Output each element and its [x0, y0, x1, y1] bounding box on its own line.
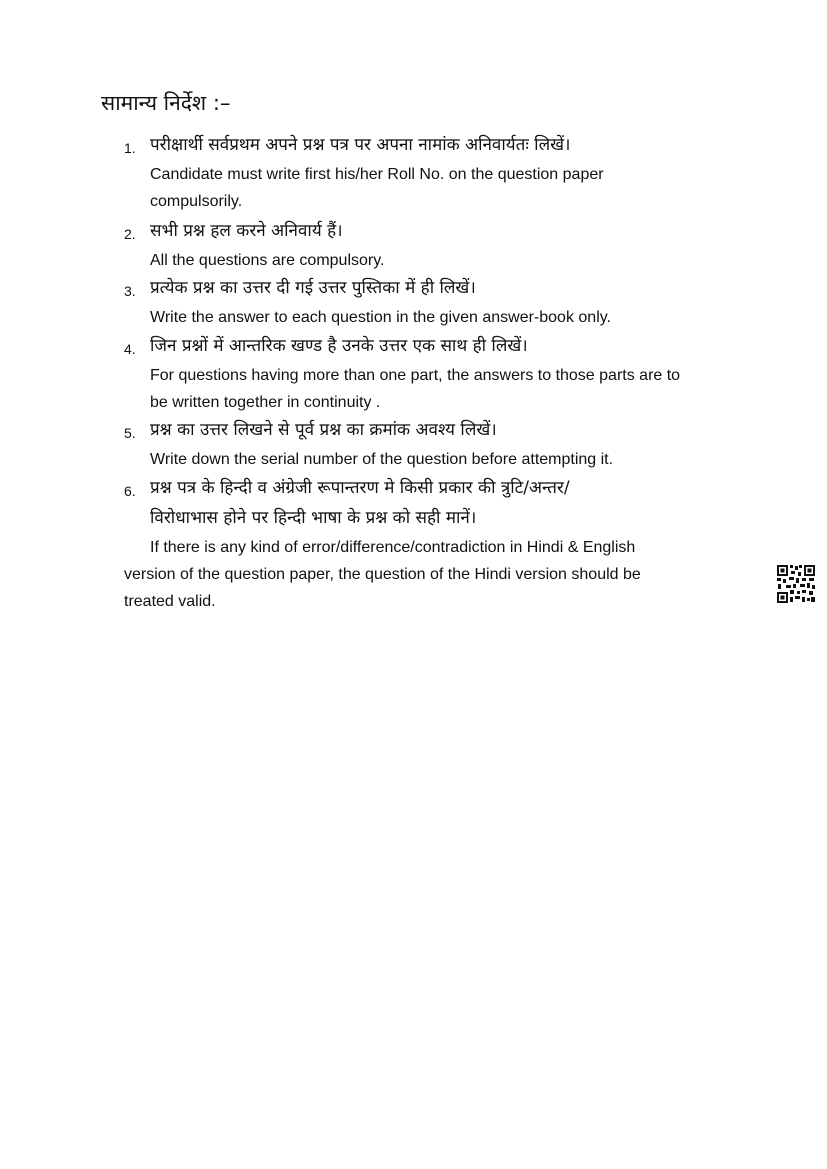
instruction-number: 1.: [124, 140, 136, 156]
instruction-number: 2.: [124, 226, 136, 242]
instruction-hindi-text: सभी प्रश्न हल करने अनिवार्य हैं।: [150, 221, 343, 241]
instruction-number: 3.: [124, 283, 136, 299]
instruction-number: 4.: [124, 341, 136, 357]
instruction-hindi-text: परीक्षार्थी सर्वप्रथम अपने प्रश्न पत्र पर अपना नामांक अनिवार्यतः लिखें।: [150, 135, 571, 155]
instruction-english-text: treated valid.: [124, 593, 216, 610]
instruction-english-text: If there is any kind of error/difference/contradiction in Hindi & English: [150, 539, 636, 556]
instruction-english-text: Candidate must write first his/her Roll No. on the question paper: [150, 166, 604, 183]
instruction-number: 6.: [124, 483, 136, 499]
instruction-hindi-text: जिन प्रश्नों में आन्तरिक खण्ड है उनके उत्तर एक साथ ही लिखें।: [150, 336, 528, 356]
instruction-number: 5.: [124, 425, 136, 441]
instruction-english-text: All the questions are compulsory.: [150, 252, 385, 269]
instruction-hindi-text: प्रत्येक प्रश्न का उत्तर दी गई उत्तर पुस्तिका में ही लिखें।: [150, 278, 476, 298]
instruction-hindi-text: प्रश्न पत्र के हिन्दी व अंग्रेजी रूपान्तरण मे किसी प्रकार की त्रुटि/अन्तर/: [150, 478, 570, 498]
qr-code-icon: [776, 564, 816, 604]
instruction-english-text: be written together in continuity .: [150, 394, 381, 411]
instruction-english-text: compulsorily.: [150, 193, 243, 210]
instruction-english-text: For questions having more than one part, the answers to those parts are to: [150, 367, 681, 384]
instruction-hindi-text: प्रश्न का उत्तर लिखने से पूर्व प्रश्न का क्रमांक अवश्य लिखें।: [150, 420, 497, 440]
instruction-english-text: version of the question paper, the question of the Hindi version should be: [124, 566, 641, 583]
instruction-hindi-text: विरोधाभास होने पर हिन्दी भाषा के प्रश्न को सही मानें।: [150, 508, 477, 528]
general-instructions-heading: सामान्य निर्देश :–: [101, 91, 231, 115]
instruction-english-text: Write down the serial number of the question before attempting it.: [150, 451, 614, 468]
instruction-english-text: Write the answer to each question in the given answer-book only.: [150, 309, 611, 326]
